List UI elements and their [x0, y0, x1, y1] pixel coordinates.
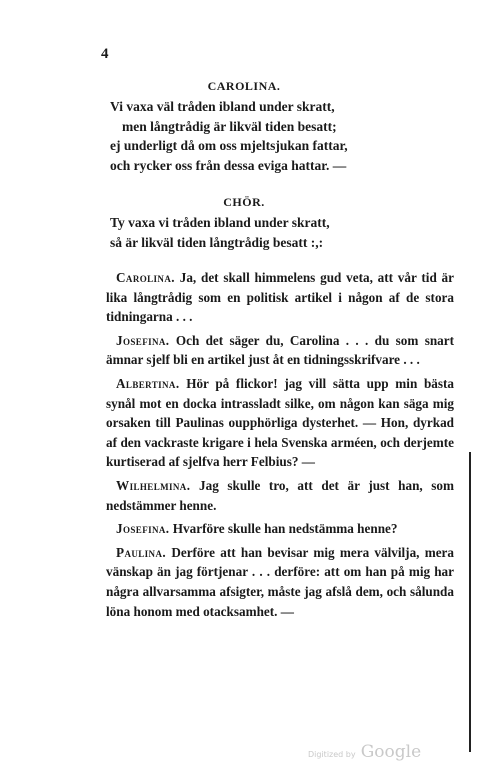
speaker-name: Carolina.: [116, 270, 175, 285]
heading-chor: CHÖR.: [223, 195, 265, 209]
dialogue-paragraph: [106, 331, 454, 370]
dialogue-paragraph: [106, 268, 454, 327]
speech-text: Jag skulle tro, att det är just han, som nedstämmer henne.: [106, 477, 454, 513]
speech-text: Ja, det skall himmelens gud veta, att vår tid är lika långtrådig som en politisk artikel i någon af de stora tidningarna . . .: [106, 270, 454, 325]
verse-line: Vi vaxa väl tråden ibland under skratt,: [110, 99, 335, 114]
speaker-name: Paulina.: [116, 544, 167, 560]
digitized-watermark: [308, 742, 421, 762]
speaker-name: Albertina.: [116, 375, 180, 391]
verse-chor: [110, 213, 330, 252]
page-number: 4: [101, 46, 109, 62]
heading-carolina: CAROLINA.: [207, 79, 281, 93]
dialogue-block: [106, 268, 454, 625]
dialogue-paragraph: [106, 543, 454, 621]
speech-text: Derföre att han bevisar mig mera välvilja, mera vänskap än jag förtjenar . . . derföre: att om han på mig har några allvarsamma afsigter, måste jag afslå dem, och sålunda löna honom med otacksamhet. —: [106, 544, 454, 619]
verse-line: ej underligt då om oss mjeltsjukan fattar,: [110, 138, 348, 153]
speech-text: Och det säger du, Carolina . . . du som snart ämnar sjelf bli en artikel just åt en tidningsskrifvare . . .: [106, 332, 455, 368]
speaker-name: Josefina.: [116, 521, 170, 537]
speech-text: Hvarföre skulle han nedstämma henne?: [172, 521, 398, 537]
speaker-name: Josefina.: [116, 332, 170, 348]
dialogue-paragraph: [106, 476, 454, 515]
page-edge-rule: [469, 452, 471, 752]
watermark-small-text: Digitized by: [308, 750, 356, 759]
verse-line: så är likväl tiden långtrådig besatt :,:: [110, 234, 324, 250]
verse-line: Ty vaxa vi tråden ibland under skratt,: [110, 215, 330, 230]
verse-carolina: [110, 97, 348, 175]
dialogue-paragraph: [106, 374, 454, 472]
dialogue-paragraph: [106, 519, 454, 539]
watermark-brand-text: Google: [360, 742, 422, 762]
speech-text: Hör på flickor! jag vill sätta upp min bästa synål mot en docka intrassladt silke, om någon kan säga mig orsaken till Paulinas oupphörliga dysterhet. — Hon, dyrkad af den vackraste krigare i hela Svenska arméen, och derjemte kurtiserad af sjelfva herr Felbius? —: [106, 375, 454, 470]
speaker-name: Wilhelmina.: [116, 477, 191, 493]
verse-line: men långtrådig är likväl tiden besatt;: [122, 118, 337, 134]
verse-line: och rycker oss från dessa eviga hattar. —: [110, 157, 347, 173]
